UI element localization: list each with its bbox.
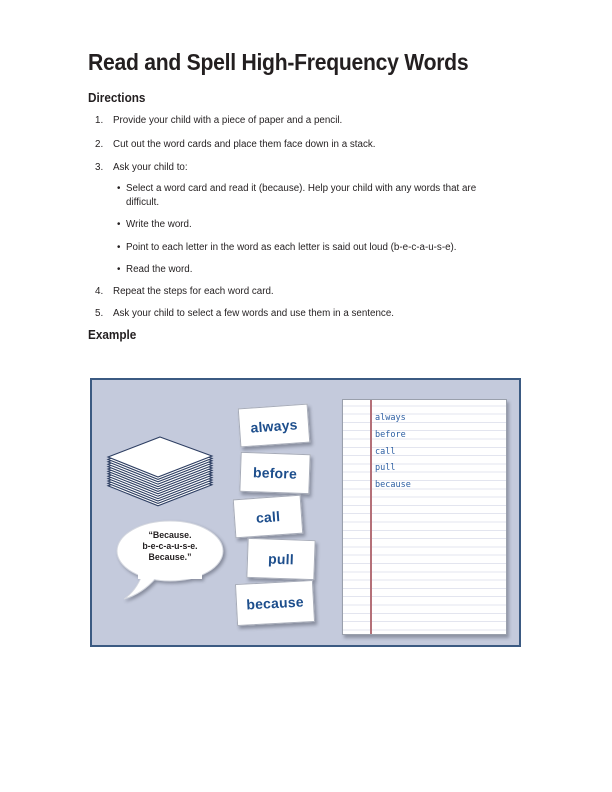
page-title: Read and Spell High-Frequency Words <box>88 49 469 75</box>
bullet-icon <box>117 241 126 255</box>
notebook-word: pull <box>375 463 396 473</box>
speech-bubble-text <box>120 530 220 563</box>
word-card-before: before <box>239 452 310 494</box>
speech-line: b-e-c-a-u-s-e. <box>142 541 198 551</box>
example-heading: Example <box>88 328 137 342</box>
directions-heading: Directions <box>88 91 146 105</box>
step-number: 3. <box>95 162 104 173</box>
bullet-icon <box>117 263 126 277</box>
bullet-icon <box>117 218 126 232</box>
speech-line: Because.” <box>148 552 192 562</box>
example-illustration-panel <box>90 378 521 647</box>
direction-bullet-4 <box>117 263 509 277</box>
notebook-word: before <box>375 430 406 440</box>
notebook-word: call <box>375 447 396 457</box>
step-text: Repeat the steps for each word card. <box>113 286 274 297</box>
step-number: 2. <box>95 139 104 150</box>
bullet-text: Select a word card and read it (because). Help your child with any words that are difficult. <box>126 183 477 208</box>
word-card-call: call <box>233 495 304 539</box>
direction-bullet-3 <box>117 241 509 255</box>
card-stack-icon <box>104 435 216 509</box>
word-card-pull: pull <box>246 538 315 580</box>
word-card-because: because <box>235 580 315 626</box>
direction-step-5 <box>95 307 527 321</box>
step-text: Cut out the word cards and place them face down in a stack. <box>113 139 376 150</box>
bullet-icon <box>117 182 126 210</box>
direction-step-4 <box>95 285 527 299</box>
notepad <box>342 399 507 635</box>
bullet-text: Read the word. <box>126 264 193 275</box>
bullet-text: Write the word. <box>126 219 192 230</box>
notebook-word: always <box>375 413 406 423</box>
speech-line: “Because. <box>148 530 192 540</box>
step-number: 5. <box>95 308 104 319</box>
notepad-margin-line <box>370 400 372 634</box>
bullet-text: Point to each letter in the word as each letter is said out loud (b-e-c-a-u-s-e). <box>126 242 457 253</box>
notebook-word: because <box>375 480 411 490</box>
step-number: 1. <box>95 115 104 126</box>
direction-step-2 <box>95 138 527 152</box>
step-text: Provide your child with a piece of paper and a pencil. <box>113 115 343 126</box>
direction-bullet-2 <box>117 218 509 232</box>
step-text: Ask your child to: <box>113 162 188 173</box>
step-text: Ask your child to select a few words and use them in a sentence. <box>113 308 394 319</box>
step-number: 4. <box>95 286 104 297</box>
direction-step-1 <box>95 114 527 128</box>
direction-step-3 <box>95 161 527 175</box>
word-card-always: always <box>238 404 311 448</box>
direction-bullet-1 <box>117 182 509 210</box>
